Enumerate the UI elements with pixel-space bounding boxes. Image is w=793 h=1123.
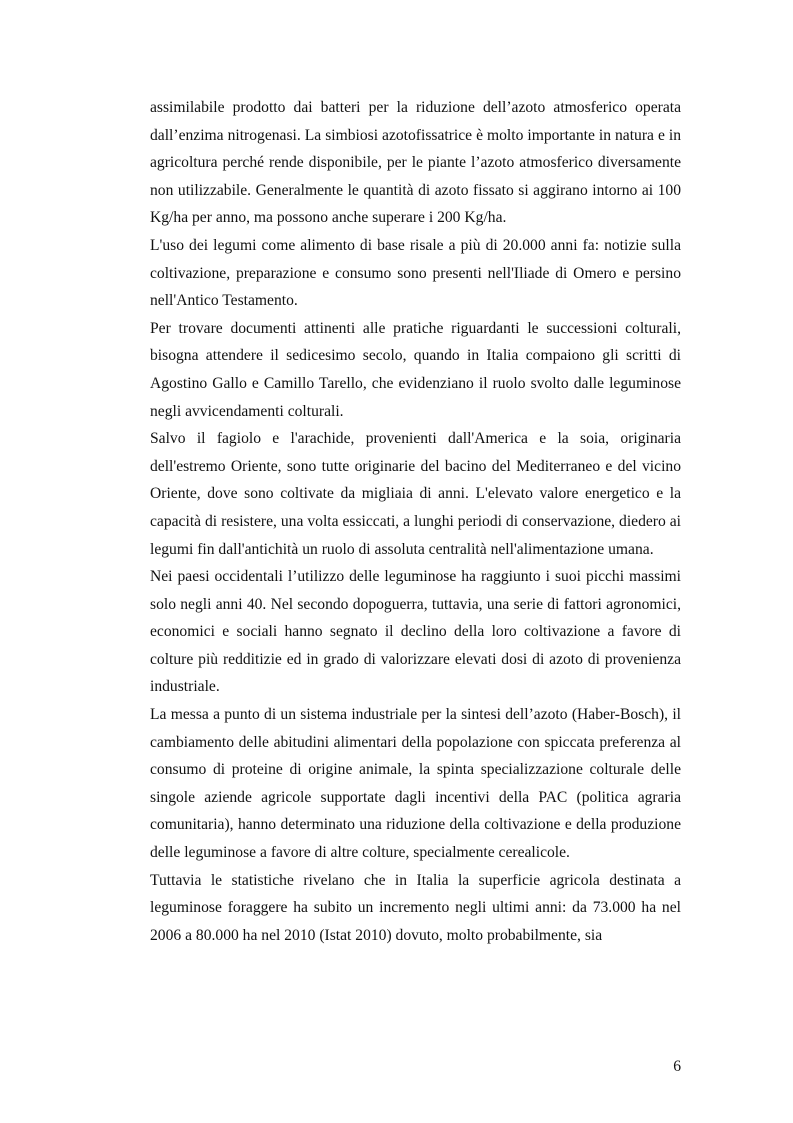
paragraph-7: Tuttavia le statistiche rivelano che in Italia la superficie agricola destinata a leguminose foraggere ha subito un incremento negli ultimi anni: da 73.000 ha nel 2006 a 80.000 ha nel 2010 (Istat 2010) dovuto, molto probabilmente, sia bbox=[150, 871, 681, 944]
paragraph-2: L'uso dei legumi come alimento di base risale a più di 20.000 anni fa: notizie sulla coltivazione, preparazione e consumo sono presenti nell'Iliade di Omero e persino nell'Antico Testamento. bbox=[150, 236, 681, 310]
paragraph-4: Salvo il fagiolo e l'arachide, provenienti dall'America e la soia, originaria dell'estremo Oriente, sono tutte originarie del bacino del Mediterraneo e del vicino Oriente, dove sono coltivate da migliaia di anni. L'elevato valore energetico e la capacità di resistere, una volta essiccati, a lunghi periodi di conservazione, diedero ai legumi fin dall'antichità un ruolo di assoluta centralità nell'alimentazione umana. bbox=[150, 430, 681, 558]
page-number: 6 bbox=[673, 1058, 681, 1075]
paragraph-3: Per trovare documenti attinenti alle pratiche riguardanti le successioni colturali, bisogna attendere il sedicesimo secolo, quando in Italia compaiono gli scritti di Agostino Gallo e Camillo Tarello, che evidenziano il ruolo svolto dalle leguminose negli avvicendamenti colturali. bbox=[150, 319, 681, 420]
paragraph-1: assimilabile prodotto dai batteri per la riduzione dell’azoto atmosferico operata dall’enzima nitrogenasi. La simbiosi azotofissatrice è molto importante in natura e in agricoltura perché rende disponibile, per le piante l’azoto atmosferico diversamente non utilizzabile. Generalmente le quantità di azoto fissato si aggirano intorno ai 100 Kg/ha per anno, ma possono anche superare i 200 Kg/ha. bbox=[150, 99, 681, 227]
paragraph-6: La messa a punto di un sistema industriale per la sintesi dell’azoto (Haber-Bosch), il cambiamento delle abitudini alimentari della popolazione con spiccata preferenza al consumo di proteine di origine animale, la spinta specializzazione colturale delle singole aziende agricole supportate dagli incentivi della PAC (politica agraria comunitaria), hanno determinato una riduzione della coltivazione e della produzione delle leguminose a favore di altre colture, specialmente cerealicole. bbox=[150, 706, 681, 862]
body-text bbox=[150, 94, 681, 949]
paragraph-5: Nei paesi occidentali l’utilizzo delle leguminose ha raggiunto i suoi picchi massimi solo negli anni 40. Nel secondo dopoguerra, tuttavia, una serie di fattori agronomici, economici e sociali hanno segnato il declino della loro coltivazione a favore di colture più redditizie ed in grado di valorizzare elevati dosi di azoto di provenienza industriale. bbox=[150, 568, 681, 696]
